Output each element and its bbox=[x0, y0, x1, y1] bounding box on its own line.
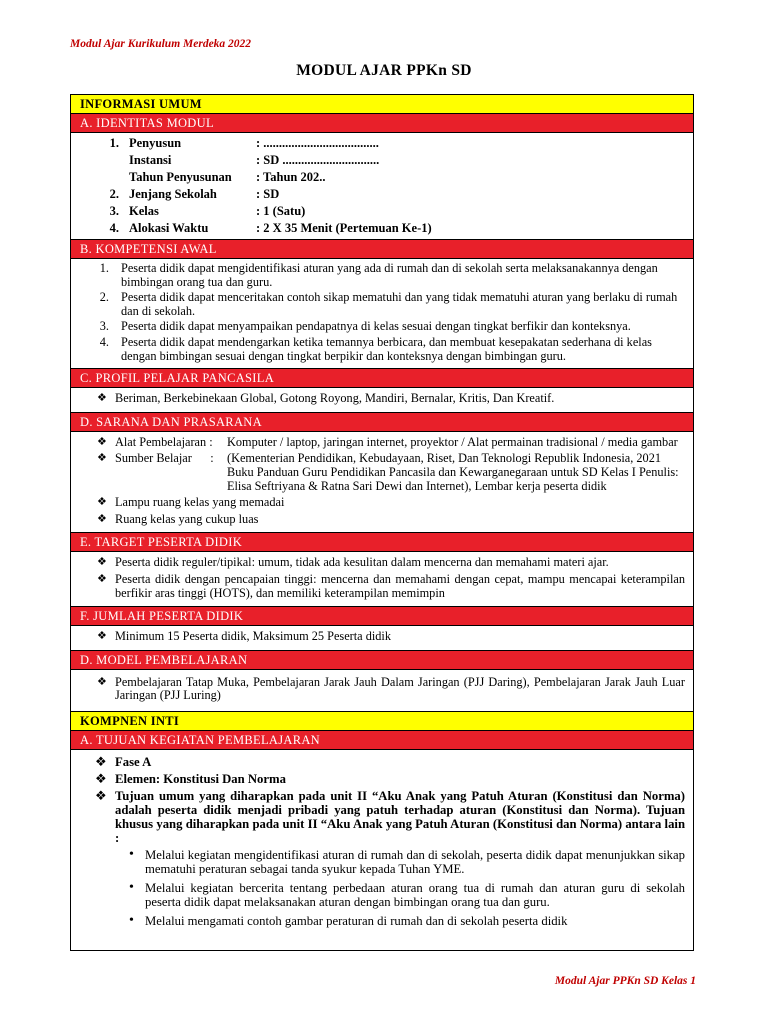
dot-bullet-icon: • bbox=[129, 879, 134, 895]
informasi-umum-bar: INFORMASI UMUM bbox=[71, 95, 693, 114]
list-item: ❖ Elemen: Konstitusi Dan Norma bbox=[79, 772, 685, 786]
diamond-bullet-icon: ❖ bbox=[97, 675, 107, 688]
target-heading: E. TARGET PESERTA DIDIK bbox=[71, 533, 693, 552]
diamond-bullet-icon: ❖ bbox=[97, 572, 107, 585]
komponen-inti-bar: KOMPNEN INTI bbox=[71, 712, 693, 731]
profil-section bbox=[71, 388, 693, 413]
diamond-bullet-icon: ❖ bbox=[97, 392, 107, 405]
identitas-heading: A. IDENTITAS MODUL bbox=[71, 114, 693, 133]
list-item: ❖ Pembelajaran Tatap Muka, Pembelajaran Jarak Jauh Dalam Jaringan (PJJ Daring), Pembelajaran Jarak Jauh Luar Jaringan (PJJ Luring) bbox=[79, 676, 685, 703]
identitas-row: 3. Kelas : 1 (Satu) bbox=[109, 203, 306, 218]
profil-heading: C. PROFIL PELAJAR PANCASILA bbox=[71, 369, 693, 388]
model-section bbox=[71, 670, 693, 712]
dot-bullet-icon: • bbox=[129, 846, 134, 862]
model-heading: D. MODEL PEMBELAJARAN bbox=[71, 651, 693, 670]
identitas-row: Instansi : SD ............................... bbox=[129, 152, 380, 167]
diamond-bullet-icon: ❖ bbox=[97, 630, 107, 643]
list-item: • Melalui kegiatan bercerita tentang perbedaan aturan orang tua di rumah dan aturan guru di sekolah peserta didik dapat melaksanakan aturan dengan bimbingan orang tua dan guru. bbox=[79, 881, 685, 909]
header-note: Modul Ajar Kurikulum Merdeka 2022 bbox=[70, 38, 252, 50]
kompetensi-section bbox=[71, 259, 693, 369]
diamond-bullet-icon: ❖ bbox=[97, 435, 107, 448]
list-item: ❖ Lampu ruang kelas yang memadai bbox=[79, 496, 685, 510]
module-table bbox=[70, 94, 694, 951]
list-item: ❖ Sumber Belajar : (Kementerian Pendidikan, Kebudayaan, Riset, Dan Teknologi Republik Indonesia, 2021 Buku Panduan Guru Pendidikan Pancasila dan Kewarganegaraan untuk SD Kelas I Penulis: Elisa Seftriyana & Ratna Sari Dewi dan Internet), Lembar kerja peserta didik bbox=[79, 452, 685, 493]
list-item: • Melalui kegiatan mengidentifikasi aturan di rumah dan di sekolah, peserta didik dapat menunjukkan sikap mematuhi peraturan sebagai tanda syukur kepada Tuhan YME. bbox=[79, 848, 685, 876]
diamond-bullet-icon: ❖ bbox=[97, 452, 107, 465]
identitas-row: 1. Penyusun : ..................................... bbox=[109, 135, 379, 150]
list-item: 4. Peserta didik dapat mendengarkan ketika temannya berbicara, dan membuat kesepakatan sederhana di kelas dengan bimbingan sesuai dengan tingkat berpikir dan konteksnya dengan bimbingan guru. bbox=[99, 334, 652, 363]
dot-bullet-icon: • bbox=[129, 912, 134, 928]
footer-note: Modul Ajar PPKn SD Kelas 1 bbox=[554, 975, 696, 987]
sarana-section bbox=[71, 432, 693, 534]
identitas-section bbox=[71, 133, 693, 240]
identitas-row: 2. Jenjang Sekolah : SD bbox=[109, 186, 280, 201]
identitas-row: 4. Alokasi Waktu : 2 X 35 Menit (Pertemuan Ke-1) bbox=[109, 220, 432, 235]
list-item: ❖ Tujuan umum yang diharapkan pada unit II “Aku Anak yang Patuh Aturan (Konstitusi dan Norma) adalah peserta didik menjadi pribadi yang patuh terhadap aturan (Konstitusi dan Norma). Tujuan khusus yang diharapkan pada unit II “Aku Anak yang Patuh Aturan (Konstitusi dan Norma) antara lain : bbox=[79, 789, 685, 845]
list-item: • Melalui mengamati contoh gambar peraturan di rumah dan di sekolah peserta didik bbox=[79, 914, 685, 928]
jumlah-heading: F. JUMLAH PESERTA DIDIK bbox=[71, 607, 693, 626]
diamond-bullet-icon: ❖ bbox=[95, 770, 107, 786]
diamond-bullet-icon: ❖ bbox=[95, 753, 107, 769]
target-section bbox=[71, 552, 693, 607]
identitas-row: Tahun Penyusunan : Tahun 202.. bbox=[129, 169, 326, 184]
diamond-bullet-icon: ❖ bbox=[97, 512, 107, 525]
tujuan-section bbox=[71, 750, 693, 936]
list-item: 3. Peserta didik dapat menyampaikan pendapatnya di kelas sesuai dengan tingkat berfikir dan konteksnya. bbox=[99, 319, 631, 334]
list-item: ❖ Beriman, Berkebinekaan Global, Gotong Royong, Mandiri, Bernalar, Kritis, Dan Kreatif. bbox=[79, 392, 685, 406]
list-item: ❖ Fase A bbox=[79, 755, 685, 769]
kompetensi-heading: B. KOMPETENSI AWAL bbox=[71, 240, 693, 259]
diamond-bullet-icon: ❖ bbox=[97, 496, 107, 509]
page-title: MODUL AJAR PPKn SD bbox=[296, 62, 472, 79]
list-item: ❖ Peserta didik dengan pencapaian tinggi: mencerna dan memahami dengan cepat, mampu mencapai keterampilan berfikir aras tinggi (HOTS), dan memiliki keterampilan memimpin bbox=[79, 573, 685, 600]
jumlah-section bbox=[71, 626, 693, 651]
diamond-bullet-icon: ❖ bbox=[95, 787, 107, 803]
list-item: ❖ Minimum 15 Peserta didik, Maksimum 25 Peserta didik bbox=[79, 630, 685, 644]
list-item: ❖ Peserta didik reguler/tipikal: umum, tidak ada kesulitan dalam mencerna dan memahami materi ajar. bbox=[79, 556, 685, 570]
list-item: ❖ Alat Pembelajaran : Komputer / laptop, jaringan internet, proyektor / Alat permainan tradisional / media gambar bbox=[79, 436, 685, 450]
list-item: 1. Peserta didik dapat mengidentifikasi aturan yang ada di rumah dan di sekolah serta melaksanakannya dengan bimbingan orang tua dan guru. bbox=[99, 261, 658, 289]
tujuan-heading: A. TUJUAN KEGIATAN PEMBELAJARAN bbox=[71, 731, 693, 750]
list-item: ❖ Ruang kelas yang cukup luas bbox=[79, 513, 685, 527]
list-item: 2. Peserta didik dapat menceritakan contoh sikap mematuhi dan yang tidak mematuhi aturan yang berlaku di rumah dan di sekolah. bbox=[99, 290, 678, 318]
sarana-heading: D. SARANA DAN PRASARANA bbox=[71, 413, 693, 432]
diamond-bullet-icon: ❖ bbox=[97, 556, 107, 569]
